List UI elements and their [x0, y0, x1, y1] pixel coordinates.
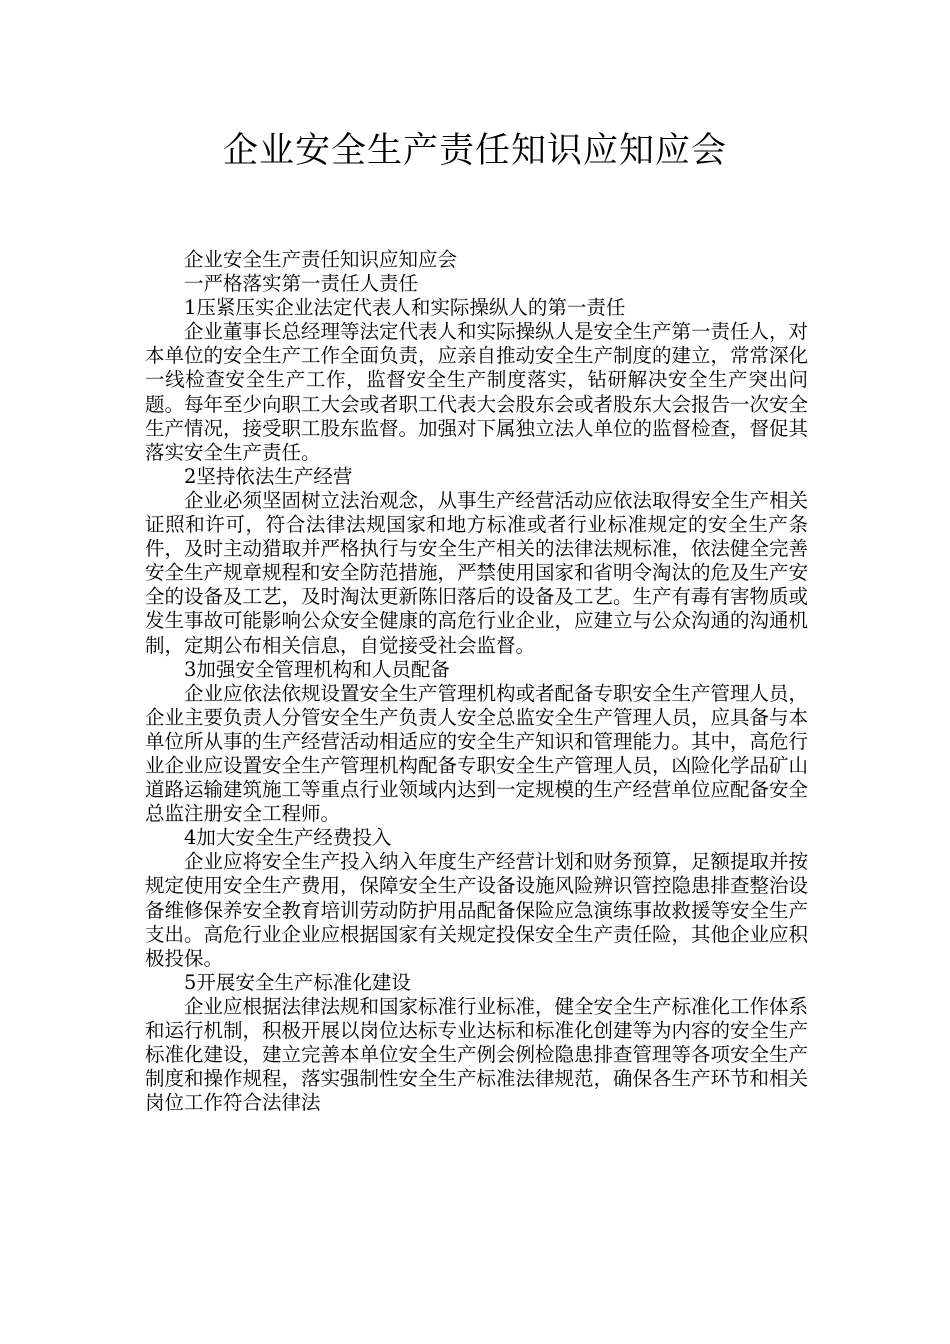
document-title: 企业安全生产责任知识应知应会 [222, 131, 727, 171]
subsection-heading-2: 2坚持依法生产经营 [184, 464, 353, 488]
subsection-heading-4: 4加大安全生产经费投入 [184, 826, 392, 850]
paragraph-body-3: 企业应依法依规设置安全生产管理机构或者配备专职安全生产管理人员，企业主要负责人分管安全生产负责人安全总监安全生产管理人员，应具备与本单位所从事的生产经营活动相适应的安全生产知识和管理能力。其中，高危行业企业应设置安全生产管理机构配备专职安全生产管理人员，凶险化学品矿山道路运输建筑施工等重点行业领域内达到一定规模的生产经营单位应配备安全总监注册安全工程师。 [145, 681, 809, 826]
subsection-heading-1: 1压紧压实企业法定代表人和实际操纵人的第一责任 [184, 296, 626, 320]
paragraph-body-4: 企业应将安全生产投入纳入年度生产经营计划和财务预算，足额提取并按规定使用安全生产费用，保障安全生产设备设施风险辨识管控隐患排查整治设备维修保养安全教育培训劳动防护用品配备保险应急演练事故救援等安全生产支出。高危行业企业应根据国家有关规定投保安全生产责任险，其他企业应积极投保。 [145, 850, 809, 970]
paragraph-body-1: 企业董事长总经理等法定代表人和实际操纵人是安全生产第一责任人，对本单位的安全生产工作全面负责，应亲自推动安全生产制度的建立，常常深化一线检查安全生产工作，监督安全生产制度落实，钻研解决安全生产突出问题。每年至少向职工大会或者职工代表大会股东会或者股东大会报告一次安全生产情况，接受职工股东监督。加强对下属独立法人单位的监督检查，督促其落实安全生产责任。 [145, 320, 809, 464]
paragraph-subtitle: 企业安全生产责任知识应知应会 [184, 248, 458, 271]
section-heading-1: 一严格落实第一责任人责任 [184, 272, 419, 296]
subsection-heading-3: 3加强安全管理机构和人员配备 [184, 657, 450, 681]
paragraph-body-2: 企业必须坚固树立法治观念，从事生产经营活动应依法取得安全生产相关证照和许可，符合法律法规国家和地方标准或者行业标准规定的安全生产条件，及时主动猎取并严格执行与安全生产相关的法律法规标准，依法健全完善安全生产规章规程和安全防范措施，严禁使用国家和省明令淘汰的危及生产安全的设备及工艺，及时淘汰更新陈旧落后的设备及工艺。生产有毒有害物质或发生事故可能影响公众安全健康的高危行业企业，应建立与公众沟通的沟通机制，定期公布相关信息，自觉接受社会监督。 [145, 488, 809, 657]
paragraph-body-5: 企业应根据法律法规和国家标准行业标准，健全安全生产标准化工作体系和运行机制，积极开展以岗位达标专业达标和标准化创建等为内容的安全生产标准化建设，建立完善本单位安全生产例会例检隐患排查管理等各项安全生产制度和操作规程，落实强制性安全生产标准法律规范，确保各生产环节和相关岗位工作符合法律法 [145, 994, 809, 1115]
document-body [145, 248, 808, 1115]
subsection-heading-5: 5开展安全生产标准化建设 [184, 970, 411, 994]
